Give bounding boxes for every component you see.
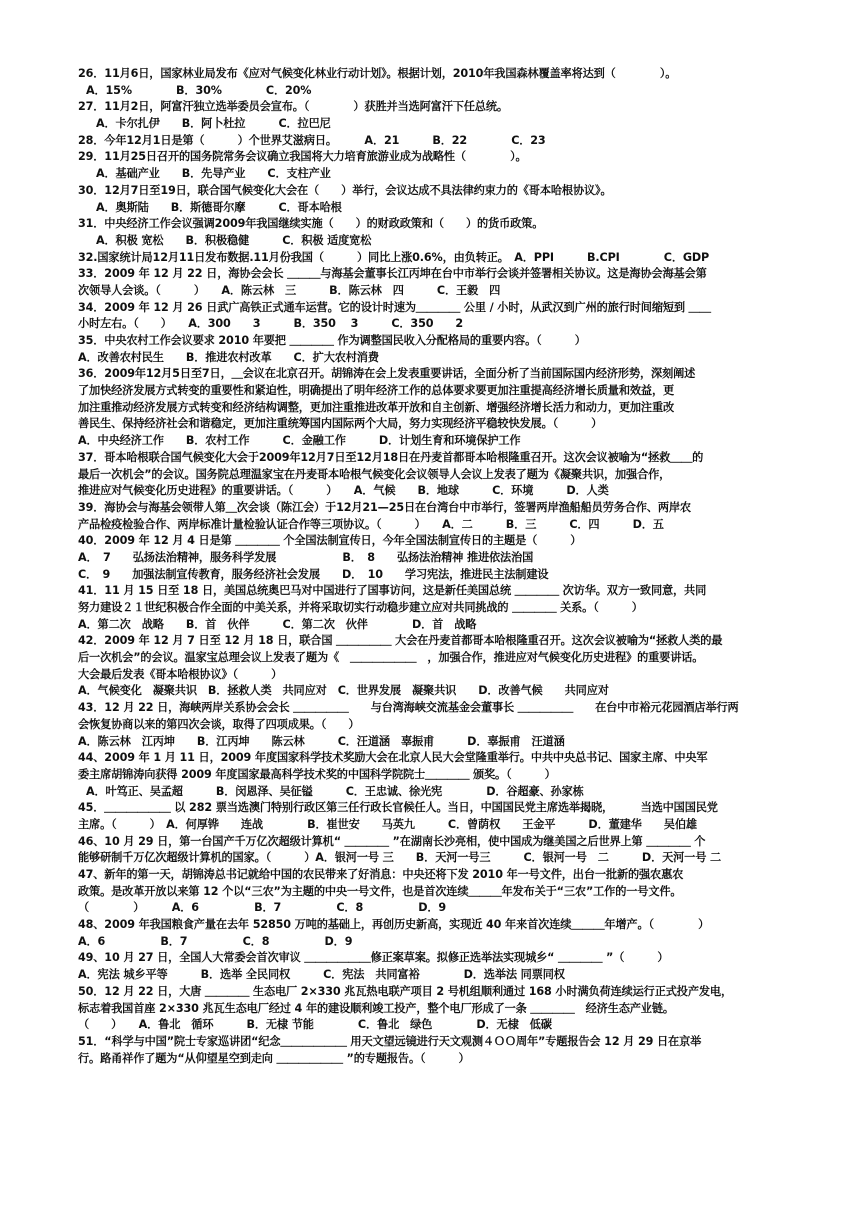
question-40-line: 40．2009 年 12 月 4 日是第 ＿＿＿＿ 个全国法制宣传日，今年全国法制宣传日的主题是（ ） [78,534,582,548]
question-36-text: 了加快经济发展方式转变的重要性和紧迫性，明确提出了明年经济工作的总体要求要更加注重提高经济增长质量和效益，更 [78,384,675,398]
question-37-text: 最后一次机会”的会议。国务院总理温家宝在丹麦哥本哈根气候变化会议领导人会议上发表了题为《凝聚共识，加强合作， [78,467,671,481]
question-35-line: 35．中央农村工作会议要求 2010 年要把 ＿＿＿＿ 作为调整国民收入分配格局的重要内容。（ ） [78,334,586,347]
question-33-line: 33．2009 年 12 月 22 日，海协会会长 ＿＿＿与海基会董事长江丙坤在台中市举行会谈并签署相关协议。这是海协会海基会第 [78,267,707,281]
question-44-line: 44、2009 年 1 月 11 日，2009 年度国家科学技术奖励大会在北京人民大会堂隆重举行。中共中央总书记、国家主席、中央军 [78,751,708,765]
question-27-options: A．卡尔扎伊 B．阿卜杜拉 C．拉巴尼 [96,117,331,131]
question-29-line: 29．11月25日召开的国务院常务会议确立我国将大力培育旅游业成为战略性（ ）。 [78,150,527,164]
question-47-line: 47、新年的第一天，胡锦涛总书记就给中国的农民带来了好消息：中央还将下发 2010 年一号文件，出台一批新的强农惠农 [78,868,684,881]
question-34-line: 34．2009 年 12 月 26 日武广高铁正式通车运营。它的设计时速为＿＿＿＿ 公里 / 小时，从武汉到广州的旅行时间缩短到 ＿＿ [78,300,711,314]
question-31-line: 31．中央经济工作会议强调2009年我国继续实施（ ）的财政政策和（ ）的货币政策。 [78,217,544,231]
question-41-options: A．第二次 战略 B．首 伙伴 C．第二次 伙伴 D．首 战略 [78,617,477,631]
question-44-options: A．叶笃正、吴孟超 B．闵恩泽、吴征镒 C．王忠诚、徐光宪 D．谷超豪、孙家栋 [86,784,584,798]
question-26-options: A．15% B．30% C．20% [86,83,312,97]
question-29-options: A．基础产业 B．先导产业 C．支柱产业 [96,167,331,181]
question-40-options: A． 7 弘扬法治精神，服务科学发展 B． 8 弘扬法治精神 推进依法治国 [78,550,534,564]
question-43-line: 43．12 月 22 日，海峡两岸关系协会会长 ＿＿＿＿＿ 与台湾海峡交流基金会董事长 ＿＿＿＿＿ 在台中市裕元花园酒店举行两 [78,701,739,715]
question-42-options: A．气候变化 凝聚共识 B．拯救人类 共同应对 C．世界发展 凝聚共识 D．改善气候 共同应对 [78,684,609,698]
question-26-line: 26．11月6日，国家林业局发布《应对气候变化林业行动计划》。根据计划，2010年我国森林覆盖率将达到（ ）。 [78,67,677,80]
question-43-text: 会恢复协商以来的第四次会谈，取得了四项成果。（ ） [78,717,360,731]
question-40-options: C． 9 加强法制宣传教育，服务经济社会发展 D． 10 学习宪法，推进民主法制建设 [78,567,549,581]
question-42-line: 42．2009 年 12 月 7 日至 12 月 18 日，联合国 ＿＿＿＿＿ 大会在丹麦首都哥本哈根隆重召开。这次会议被喻为“拯救人类的最 [78,634,723,648]
question-45-line: 45．＿＿＿＿＿＿ 以 282 票当选澳门特别行政区第三任行政长官候任人。当日，中国国民党主席选举揭晓， 当选中国国民党 [78,801,718,815]
question-49-line: 49、10 月 27 日，全国人大常委会首次审议 ＿＿＿＿＿＿修正案草案。拟修正选举法实现城乡“ ＿＿＿＿ ”（ ） [78,951,669,965]
question-35-options: A．改善农村民生 B．推进农村改革 C．扩大农村消费 [78,350,379,364]
question-45-options: 主席。（ ） A．何厚铧 连战 B．崔世安 马英九 C．曾荫权 王金平 D．董建华 吴伯雄 [78,817,697,831]
question-32-line: 32.国家统计局12月11日发布数据.11月份我国（ ）同比上涨0.6%，由负转正。 A．PPI B.CPI C．GDP [78,250,710,264]
question-50-line: 50．12 月 22 日，大唐 ＿＿＿＿ 生态电厂 2×330 兆瓦热电联产项目 2 号机组顺利通过 168 小时满负荷连续运行正式投产发电， [78,984,732,998]
question-33-options: 次领导人会谈。（ ） A．陈云林 三 B．陈云林 四 C．王毅 四 [78,283,501,297]
question-41-text: 努力建设２１世纪积极合作全面的中美关系，并将采取切实行动稳步建立应对共同挑战的 ＿＿＿＿ 关系。（ ） [78,601,643,614]
question-48-options: A．6 B．7 C．8 D．9 [78,934,353,948]
question-48-line: 48、2009 年我国粮食产量在去年 52850 万吨的基础上，再创历史新高，实现近 40 年来首次连续＿＿＿年增产。（ ） [78,918,710,932]
question-36-text: 善民生、保持经济社会和谐稳定，更加注重统筹国内国际两个大局，努力实现经济平稳较快发展。（ ） [78,417,603,431]
document-body [78,66,790,1067]
question-36-text: 加注重推动经济发展方式转变和经济结构调整，更加注重推进改革开放和自主创新、增强经济增长活力和动力，更加注重改 [78,400,675,414]
question-51-line: 51．“科学与中国”院士专家巡讲团“纪念＿＿＿＿＿＿ 用天文望远镜进行天文观测４ＯＯ周年”专题报告会 12 月 29 日在京举 [78,1034,702,1048]
question-50-options: （ ） A．鲁北 循环 B．无棣 节能 C．鲁北 绿色 D．无棣 低碳 [78,1018,552,1032]
question-41-line: 41．11 月 15 日至 18 日，美国总统奥巴马对中国进行了国事访问，这是新任美国总统 ＿＿＿＿ 次访华。双方一致同意，共同 [78,584,707,598]
question-47-text: 政策。是改革开放以来第 12 个以“三农”为主题的中央一号文件，也是首次连续＿＿＿年发布关于“三农”工作的一号文件。 [78,884,682,898]
question-36-options: A．中央经济工作 B．农村工作 C．金融工作 D．计划生育和环境保护工作 [78,434,521,448]
question-31-options: A．积极 宽松 B．积极稳健 C．积极 适度宽松 [96,233,372,247]
question-47-options: （ ） A．6 B．7 C．8 D．9 [78,901,447,915]
question-44-text: 委主席胡锦涛向获得 2009 年度国家最高科学技术奖的中国科学院院士＿＿＿＿ 颁奖。（ ） [78,767,556,781]
question-28-line: 28．今年12月1日是第（ ）个世界艾滋病日。 A．21 B．22 C．23 [78,133,546,147]
question-37-options: 推进应对气候变化历史进程》的重要讲话。（ ） A．气候 B．地球 C．环境 D．人类 [78,484,609,498]
question-27-line: 27．11月2日，阿富汗独立选举委员会宣布。（ ）获胜并当选阿富汗下任总统。 [78,100,508,114]
question-49-options: A．宪法 城乡平等 B．选举 全民同权 C．宪法 共同富裕 D．选举法 同票同权 [78,968,565,982]
question-37-line: 37．哥本哈根联合国气候变化大会于2009年12月7日至12月18日在丹麦首都哥本哈根隆重召开。这次会议被喻为“拯救＿＿的 [78,450,704,464]
question-46-options: 能够研制千万亿次超级计算机的国家。（ ）A．银河一号 三 B．天河一号三 C．银河一号 二 D．天河一号 二 [78,851,722,865]
question-30-line: 30．12月7日至19日，联合国气候变化大会在（ ）举行，会议达成不具法律约束力的《哥本哈根协议》。 [78,183,612,197]
question-39-options: 产品检疫检验合作、两岸标准计量检验认证合作等三项协议。（ ） A．二 B．三 C．四 D．五 [78,517,664,531]
question-34-options: 小时左右。（ ） A．300 3 B．350 3 C．350 2 [78,317,464,331]
question-30-options: A．奥斯陆 B．斯德哥尔摩 C．哥本哈根 [96,200,342,214]
question-39-line: 39．海协会与海基会领带人第＿次会谈（陈江会）于12月21—25日在台湾台中市举行，签署两岸渔船船员劳务合作、两岸农 [78,500,691,514]
question-42-text: 后一次机会”的会议。温家宝总理会议上发表了题为《 ＿＿＿＿＿＿ ，加强合作，推进应对气候变化历史进程》的重要讲话。 [78,651,704,665]
question-46-line: 46、10 月 29 日，第一台国产千万亿次超级计算机“ ＿＿＿＿ ”在湖南长沙亮相，使中国成为继美国之后世界上第 ＿＿＿＿ 个 [78,834,706,848]
question-42-text: 大会最后发表《哥本哈根协议》（ ） [78,667,283,681]
question-36-line: 36．2009年12月5日至7日，＿会议在北京召开。胡锦涛在会上发表重要讲话，全面分析了当前国际国内经济形势，深刻阐述 [78,367,696,381]
question-43-options: A．陈云林 江丙坤 B．江丙坤 陈云林 C．汪道涵 辜振甫 D．辜振甫 汪道涵 [78,734,565,748]
question-51-text: 行。路甬祥作了题为“从仰望星空到走向 ＿＿＿＿＿＿ ”的专题报告。（ ） [78,1051,470,1065]
question-50-text: 标志着我国首座 2×330 兆瓦生态电厂经过 4 年的建设顺利竣工投产，整个电厂形成了一条 ＿＿＿＿ 经济生态产业链。 [78,1001,674,1015]
